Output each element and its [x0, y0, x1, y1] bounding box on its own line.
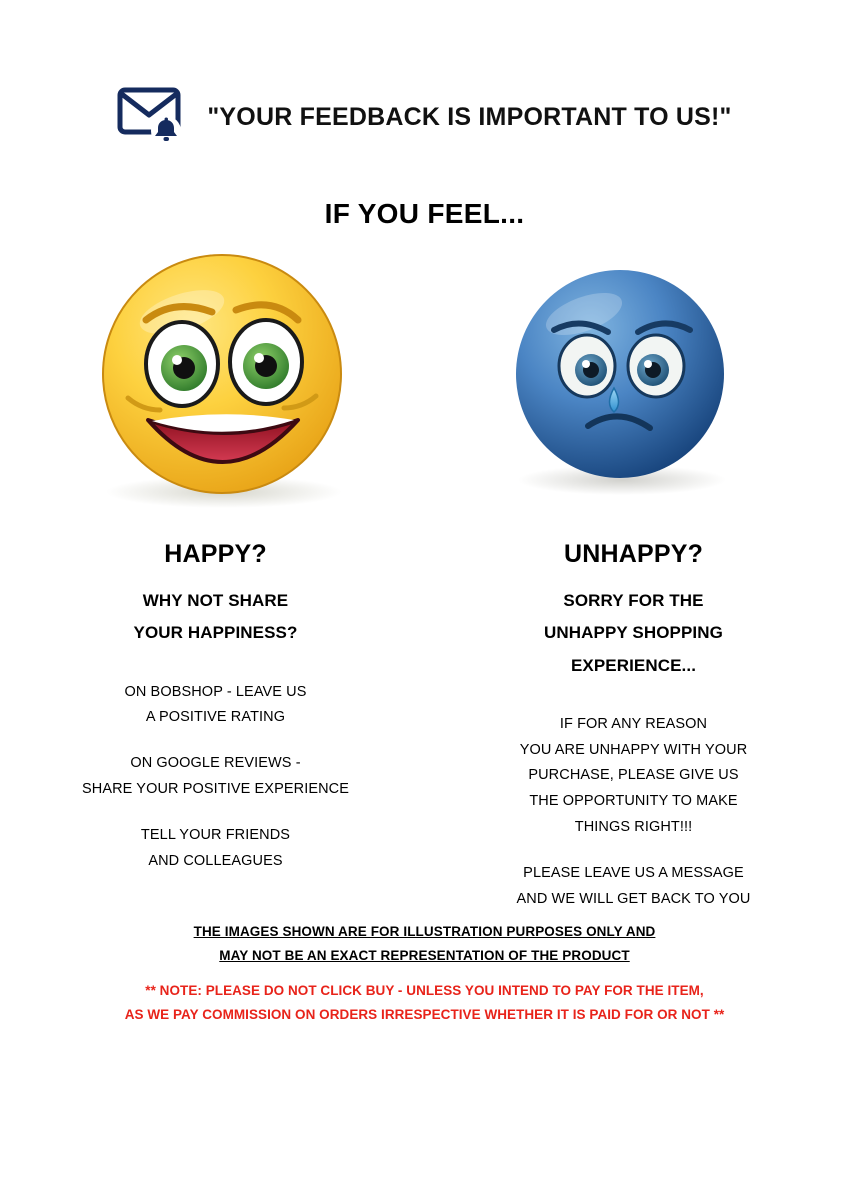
paragraph	[489, 712, 779, 841]
columns	[0, 540, 849, 912]
note-line: AS WE PAY COMMISSION ON ORDERS IRRESPECTIVE WHETHER IT IS PAID FOR OR NOT **	[124, 1006, 725, 1022]
body-line: AND WE WILL GET BACK TO YOU	[516, 890, 751, 907]
footer	[0, 920, 849, 1027]
sad-blue-face-icon	[492, 248, 760, 516]
paragraph	[71, 751, 361, 803]
body-line: TELL YOUR FRIENDS	[140, 826, 291, 843]
paragraph	[71, 823, 361, 875]
body-line: IF FOR ANY REASON	[559, 715, 708, 732]
body-line: AND COLLEAGUES	[148, 852, 283, 869]
disclaimer-line: THE IMAGES SHOWN ARE FOR ILLUSTRATION PURPOSES ONLY AND	[193, 924, 656, 939]
body-line: ON GOOGLE REVIEWS -	[130, 755, 301, 772]
column-unhappy	[489, 540, 779, 912]
body-line: ON BOBSHOP - LEAVE US	[124, 683, 307, 700]
column-unhappy-sub-line: EXPERIENCE...	[570, 655, 697, 675]
column-happy-sub-line: YOUR HAPPINESS?	[133, 623, 298, 643]
happy-smiley-face-icon	[90, 248, 358, 516]
note-line: ** NOTE: PLEASE DO NOT CLICK BUY - UNLESS YOU INTEND TO PAY FOR THE ITEM,	[145, 983, 704, 999]
subtitle: IF YOU FEEL...	[324, 198, 525, 229]
page-title: "YOUR FEEDBACK IS IMPORTANT TO US!"	[207, 102, 732, 131]
column-unhappy-body	[489, 712, 779, 913]
envelope-bell-icon	[117, 86, 189, 148]
footer-note	[0, 979, 849, 1026]
body-line: PLEASE LEAVE US A MESSAGE	[523, 864, 744, 881]
column-unhappy-heading: UNHAPPY?	[563, 540, 704, 568]
disclaimer-line: MAY NOT BE AN EXACT REPRESENTATION OF THE PRODUCT	[219, 947, 630, 963]
unhappy-face	[492, 248, 760, 516]
paragraph	[71, 680, 361, 732]
column-happy-body	[71, 680, 361, 875]
body-line: PURCHASE, PLEASE GIVE US	[528, 767, 739, 784]
column-unhappy-sub-line: SORRY FOR THE	[563, 591, 704, 610]
body-line: THINGS RIGHT!!!	[574, 819, 693, 836]
column-happy-sub-line: WHY NOT SHARE	[142, 591, 289, 610]
column-unhappy-subtitle	[489, 585, 779, 682]
column-happy-heading: HAPPY?	[164, 540, 267, 568]
column-happy-subtitle	[71, 585, 361, 650]
body-line: THE OPPORTUNITY TO MAKE	[529, 793, 738, 810]
happy-face	[90, 248, 358, 516]
body-line: A POSITIVE RATING	[145, 709, 286, 726]
body-line: YOU ARE UNHAPPY WITH YOUR	[519, 741, 748, 758]
faces-row	[0, 248, 849, 516]
body-line: SHARE YOUR POSITIVE EXPERIENCE	[81, 780, 350, 797]
header	[0, 0, 849, 148]
column-unhappy-sub-line: UNHAPPY SHOPPING	[544, 623, 723, 643]
paragraph	[489, 861, 779, 913]
column-happy	[71, 540, 361, 912]
